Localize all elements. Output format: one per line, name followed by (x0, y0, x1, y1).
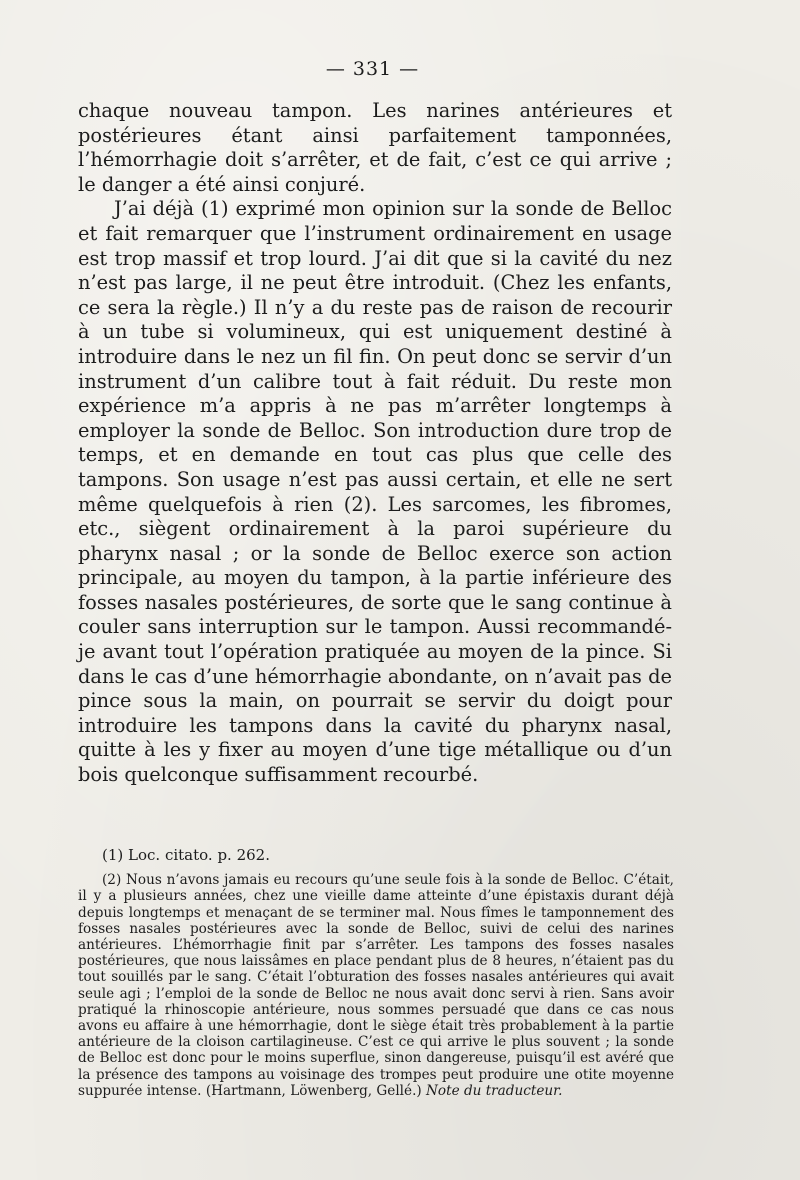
translator-note: Note du traducteur. (426, 1082, 563, 1099)
footnote-2 (78, 872, 674, 1099)
footnote-2-text: (2) Nous n’avons jamais eu recours qu’une seule fois à la sonde de Belloc. C’était, il y a plusieurs années, chez une vieille dame atteinte d’une épistaxis durant déjà depuis longtemps et menaçant de se terminer mal. Nous fîmes le tamponnement des fosses nasales postérieures avec la sonde de Belloc, suivi de celui des narines antérieures. L’hémorrhagie finit par s’arrêter. Les tampons des fosses nasales postérieures, que nous laissâmes en place pendant plus de 8 heures, n’étaient pas du tout souillés par le sang. C’était l’obturation des fosses nasales antérieures qui avait seule agi ; l’emploi de la sonde de Belloc ne nous avait donc servi à rien. Sans avoir pratiqué la rhinoscopie antérieure, nous sommes persuadé que dans ce cas nous avons eu affaire à une hémorrhagie, dont le siège était très probablement à la partie antérieure de la cloison cartilagineuse. C’est ce qui arrive le plus souvent ; la sonde de Belloc est donc pour le moins superflue, sinon dangereuse, puisqu’il est avéré que la présence des tampons au voisinage des trompes peut produire une otite moyenne suppurée intense. (Hartmann, Löwenberg, Gellé.) (78, 872, 674, 1099)
footnote-1: (1) Loc. citato. p. 262. (102, 846, 270, 864)
main-text (78, 99, 672, 788)
paragraph-1: chaque nouveau tampon. Les narines antérieures et postérieures étant ainsi parfaitement tamponnées, l’hémorrhagie doit s’arrêter, et de fait, c’est ce qui arrive ; le danger a été ainsi conjuré. (78, 99, 672, 196)
footnotes (78, 847, 674, 1107)
paragraph-2: J’ai déjà (1) exprimé mon opinion sur la sonde de Belloc et fait remarquer que l’instrument ordinairement en usage est trop massif et trop lourd. J’ai dit que si la cavité du nez n’est pas large, il ne peut être introduit. (Chez les enfants, ce sera la règle.) Il n’y a du reste pas de raison de recourir à un tube si volumineux, qui est uniquement destiné à introduire dans le nez un fil fin. On peut donc se servir d’un instrument d’un calibre tout à fait réduit. Du reste mon expérience m’a appris à ne pas m’arrêter longtemps à employer la sonde de Belloc. Son introduction dure trop de temps, et en demande en tout cas plus que celle des tampons. Son usage n’est pas aussi certain, et elle ne sert même quelquefois à rien (2). Les sarcomes, les fibromes, etc., siègent ordinairement à la paroi supérieure du pharynx nasal ; or la sonde de Belloc exerce son action principale, au moyen du tampon, à la partie inférieure des fosses nasales postérieures, de sorte que le sang continue à couler sans interruption sur le tampon. Aussi recommandé-je avant tout l’opération pratiquée au moyen de la pince. Si dans le cas d’une hémorrhagie abondante, on n’avait pas de pince sous la main, on pourrait se servir du doigt pour introduire les tampons dans la cavité du pharynx nasal, quitte à les y fixer au moyen d’une tige métallique ou d’un bois quelconque suffisamment recourbé. (78, 197, 672, 787)
page-number: — 331 — (325, 58, 420, 80)
